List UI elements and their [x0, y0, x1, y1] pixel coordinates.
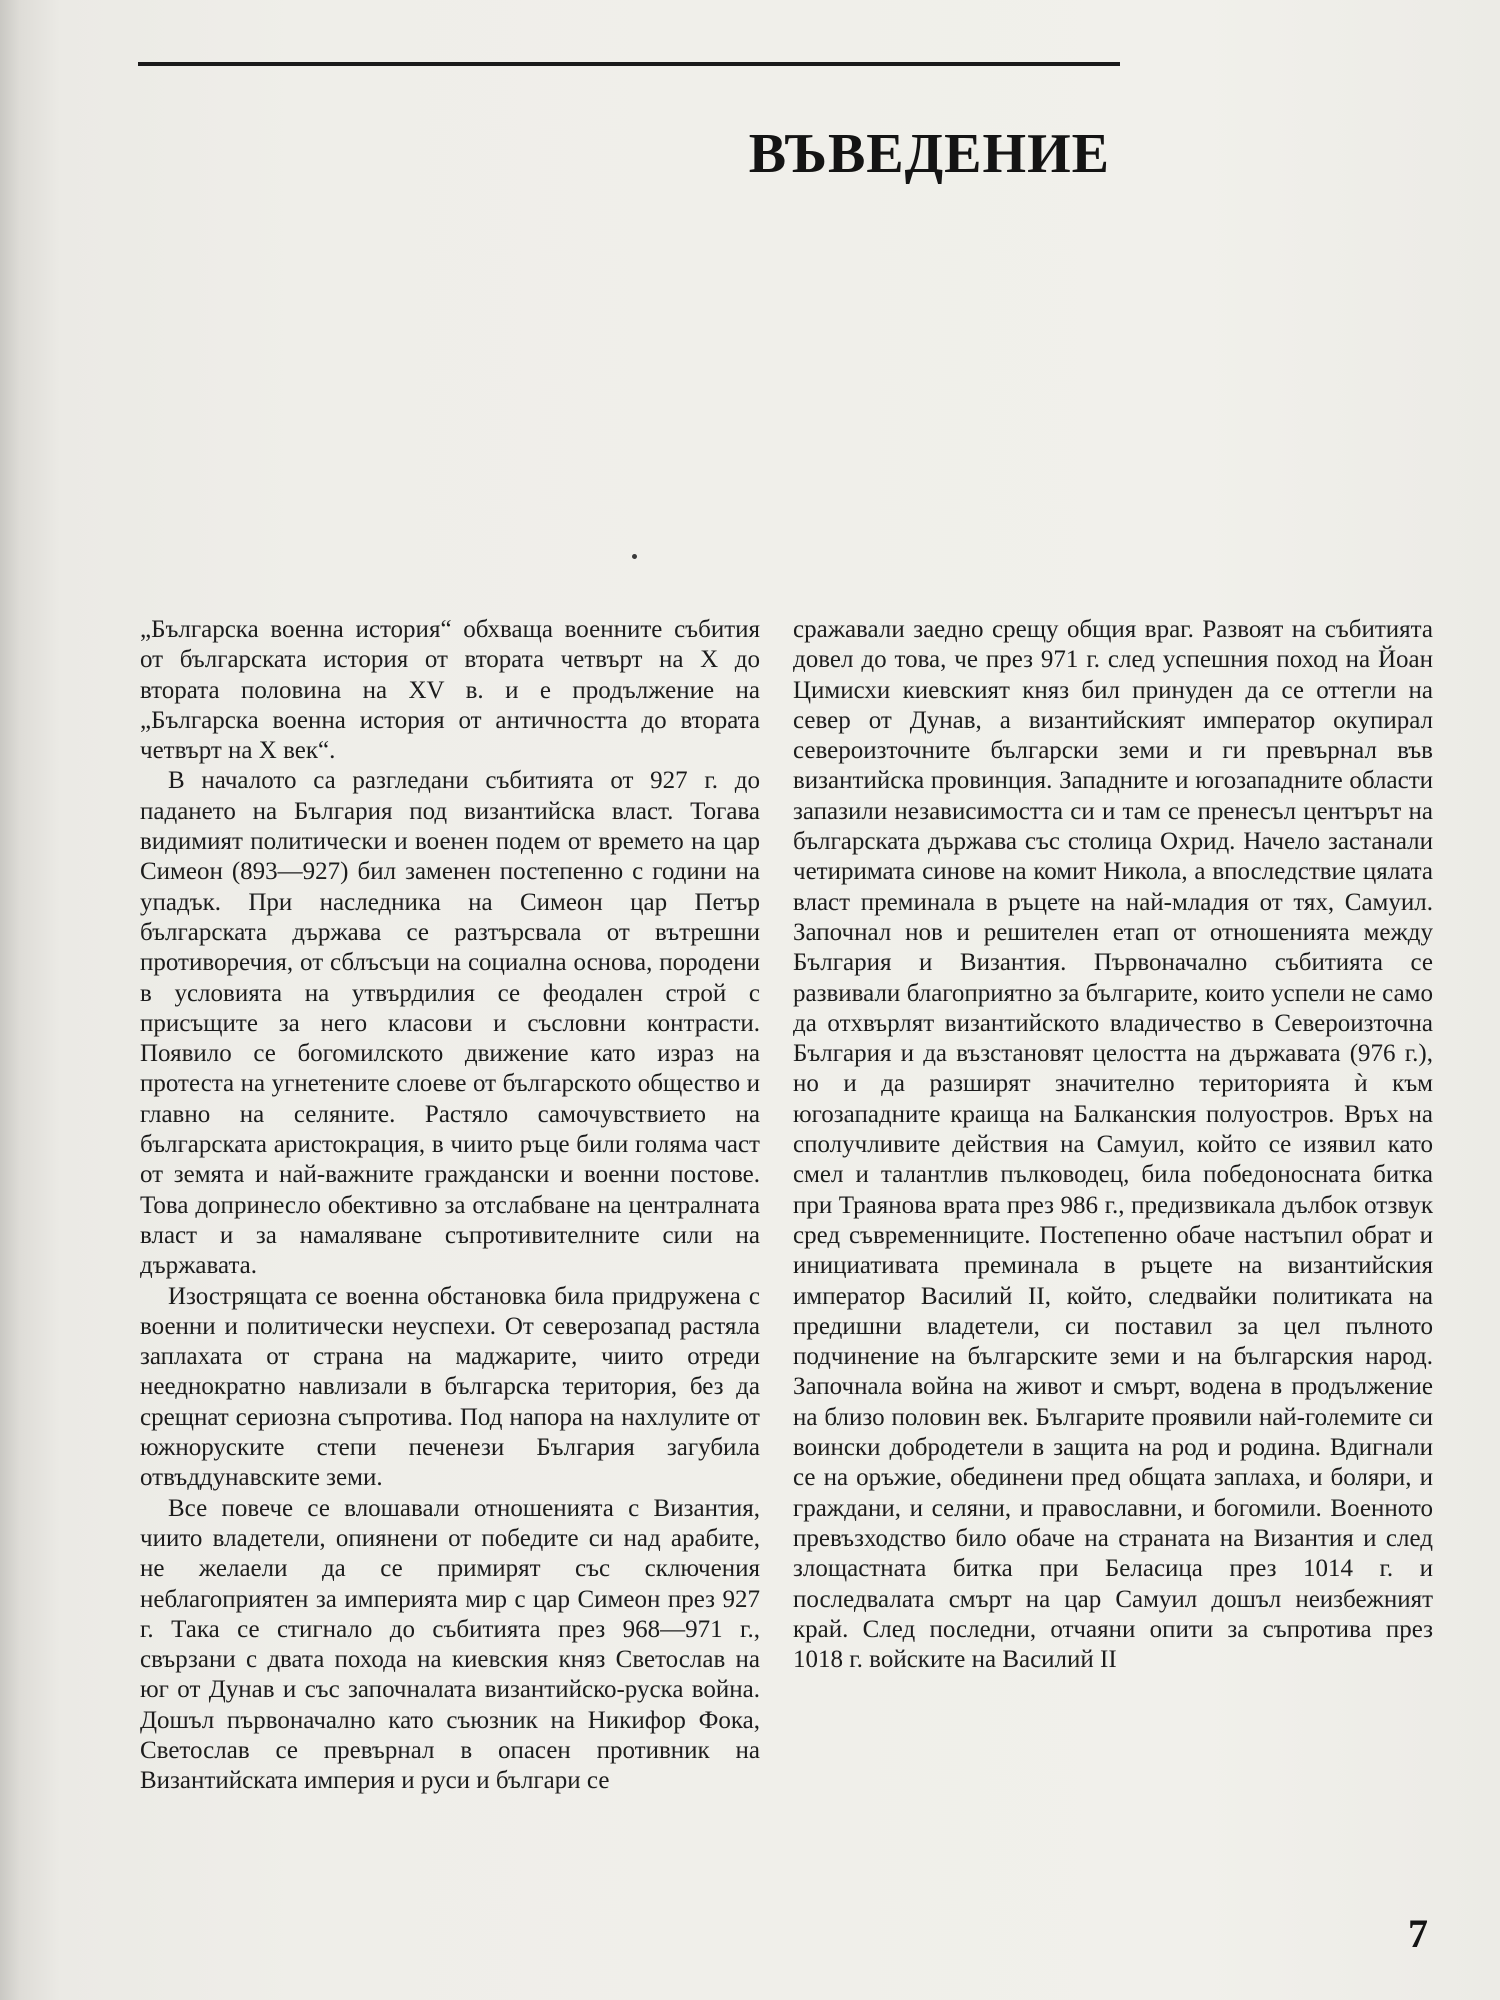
- paragraph: „Българска военна история“ обхваща военните събития от българската история от втората четвърт на X до втората половина на XV в. и е продължение на „Българска военна история от античността до втората четвърт на X век“.: [140, 616, 760, 765]
- ink-speck: [632, 554, 637, 559]
- paragraph: Изострящата се военна обстановка била придружена с военни и политически неуспехи. От северозапад растяла заплахата от страна на маджарите, чиито отреди нееднократно навлизали в българска територия, без да срещнат сериозна съпротива. Под напора на нахлулите от южноруските степи печенези България загубила отвъддунавските земи.: [140, 1282, 760, 1492]
- paragraph: В началото са разгледани събитията от 927 г. до падането на България под византийска власт. Тогава видимият политически и военен подем от времето на цар Симеон (893—927) бил заменен постепенно с години на упадък. При наследника на Симеон цар Петър българската държава се разтърсвала от вътрешни противоречия, от сблъсъци на социална основа, породени в условията на утвърдилия се феодален строй с присъщите за него класови и съсловни контрасти. Появило се богомилското движение като израз на протеста на угнетените слоеве от българското общество и главно на селяните. Растяло самочувствието на българската аристокрация, в чиито ръце били голяма част от земята и най-важните граждански и военни постове. Това допринесло обективно за отслабване на централната власт и за намаляване съпротивителните сили на държавата.: [140, 767, 760, 1280]
- page-number: 7: [1408, 1911, 1428, 1956]
- left-text-column: [140, 615, 760, 1797]
- chapter-title: ВЪВЕДЕНИЕ: [748, 123, 1110, 185]
- header-rule: [138, 62, 1120, 66]
- right-text-column: [793, 615, 1433, 1675]
- paragraph: Все повече се влошавали отношенията с Византия, чиито владетели, опиянени от победите си над арабите, не желаели да се примирят със сключения неблагоприятен за империята мир с цар Симеон през 927 г. Така се стигнало до събитията през 968—971 г., свързани с двата похода на киевския княз Светослав на юг от Дунав и със започналата византийско-руска война. Дошъл първоначално като съюзник на Никифор Фока, Светослав се превърнал в опасен противник на Византийската империя и руси и българи се: [140, 1494, 760, 1795]
- paragraph: сражавали заедно срещу общия враг. Развоят на събитията довел до това, че през 971 г. след успешния поход на Йоан Цимисхи киевският княз бил принуден да се оттегли на север от Дунав, а византийският император окупирал североизточните български земи и ги превърнал във византийска провинция. Западните и югозападните области запазили независимостта си и там се пренесъл центърът на българската държава със столица Охрид. Начело застанали четиримата синове на комит Никола, а впоследствие цялата власт преминала в ръцете на най-младия от тях, Самуил. Започнал нов и решителен етап от отношенията между България и Византия. Първоначално събитията се развивали благоприятно за българите, които успели не само да отхвърлят византийското владичество в Североизточна България и да възстановят целостта на държавата (976 г.), но и да разширят значително територията ѝ към югозападните краища на Балканския полуостров. Връх на сполучливите действия на Самуил, който се изявил като смел и талантлив пълководец, била победоносната битка при Траянова врата през 986 г., предизвикала дълбок отзвук сред съвременниците. Постепенно обаче настъпил обрат и инициативата преминала в ръцете на византийския император Василий II, който, следвайки политиката на предишни владетели, си поставил за цел пълното подчинение на българските земи и на българския народ. Започнала война на живот и смърт, водена в продължение на близо половин век. Българите проявили най-големите си воински добродетели в защита на род и родина. Вдигнали се на оръжие, обединени пред общата заплаха, и боляри, и граждани, и селяни, и православни, и богомили. Военното превъзходство било обаче на страната на Византия и след злощастната битка при Беласица през 1014 г. и последвалата смърт на цар Самуил дошъл неизбежният край. След последни, отчаяни опити за съпротива през 1018 г. войските на Василий II: [793, 616, 1433, 1674]
